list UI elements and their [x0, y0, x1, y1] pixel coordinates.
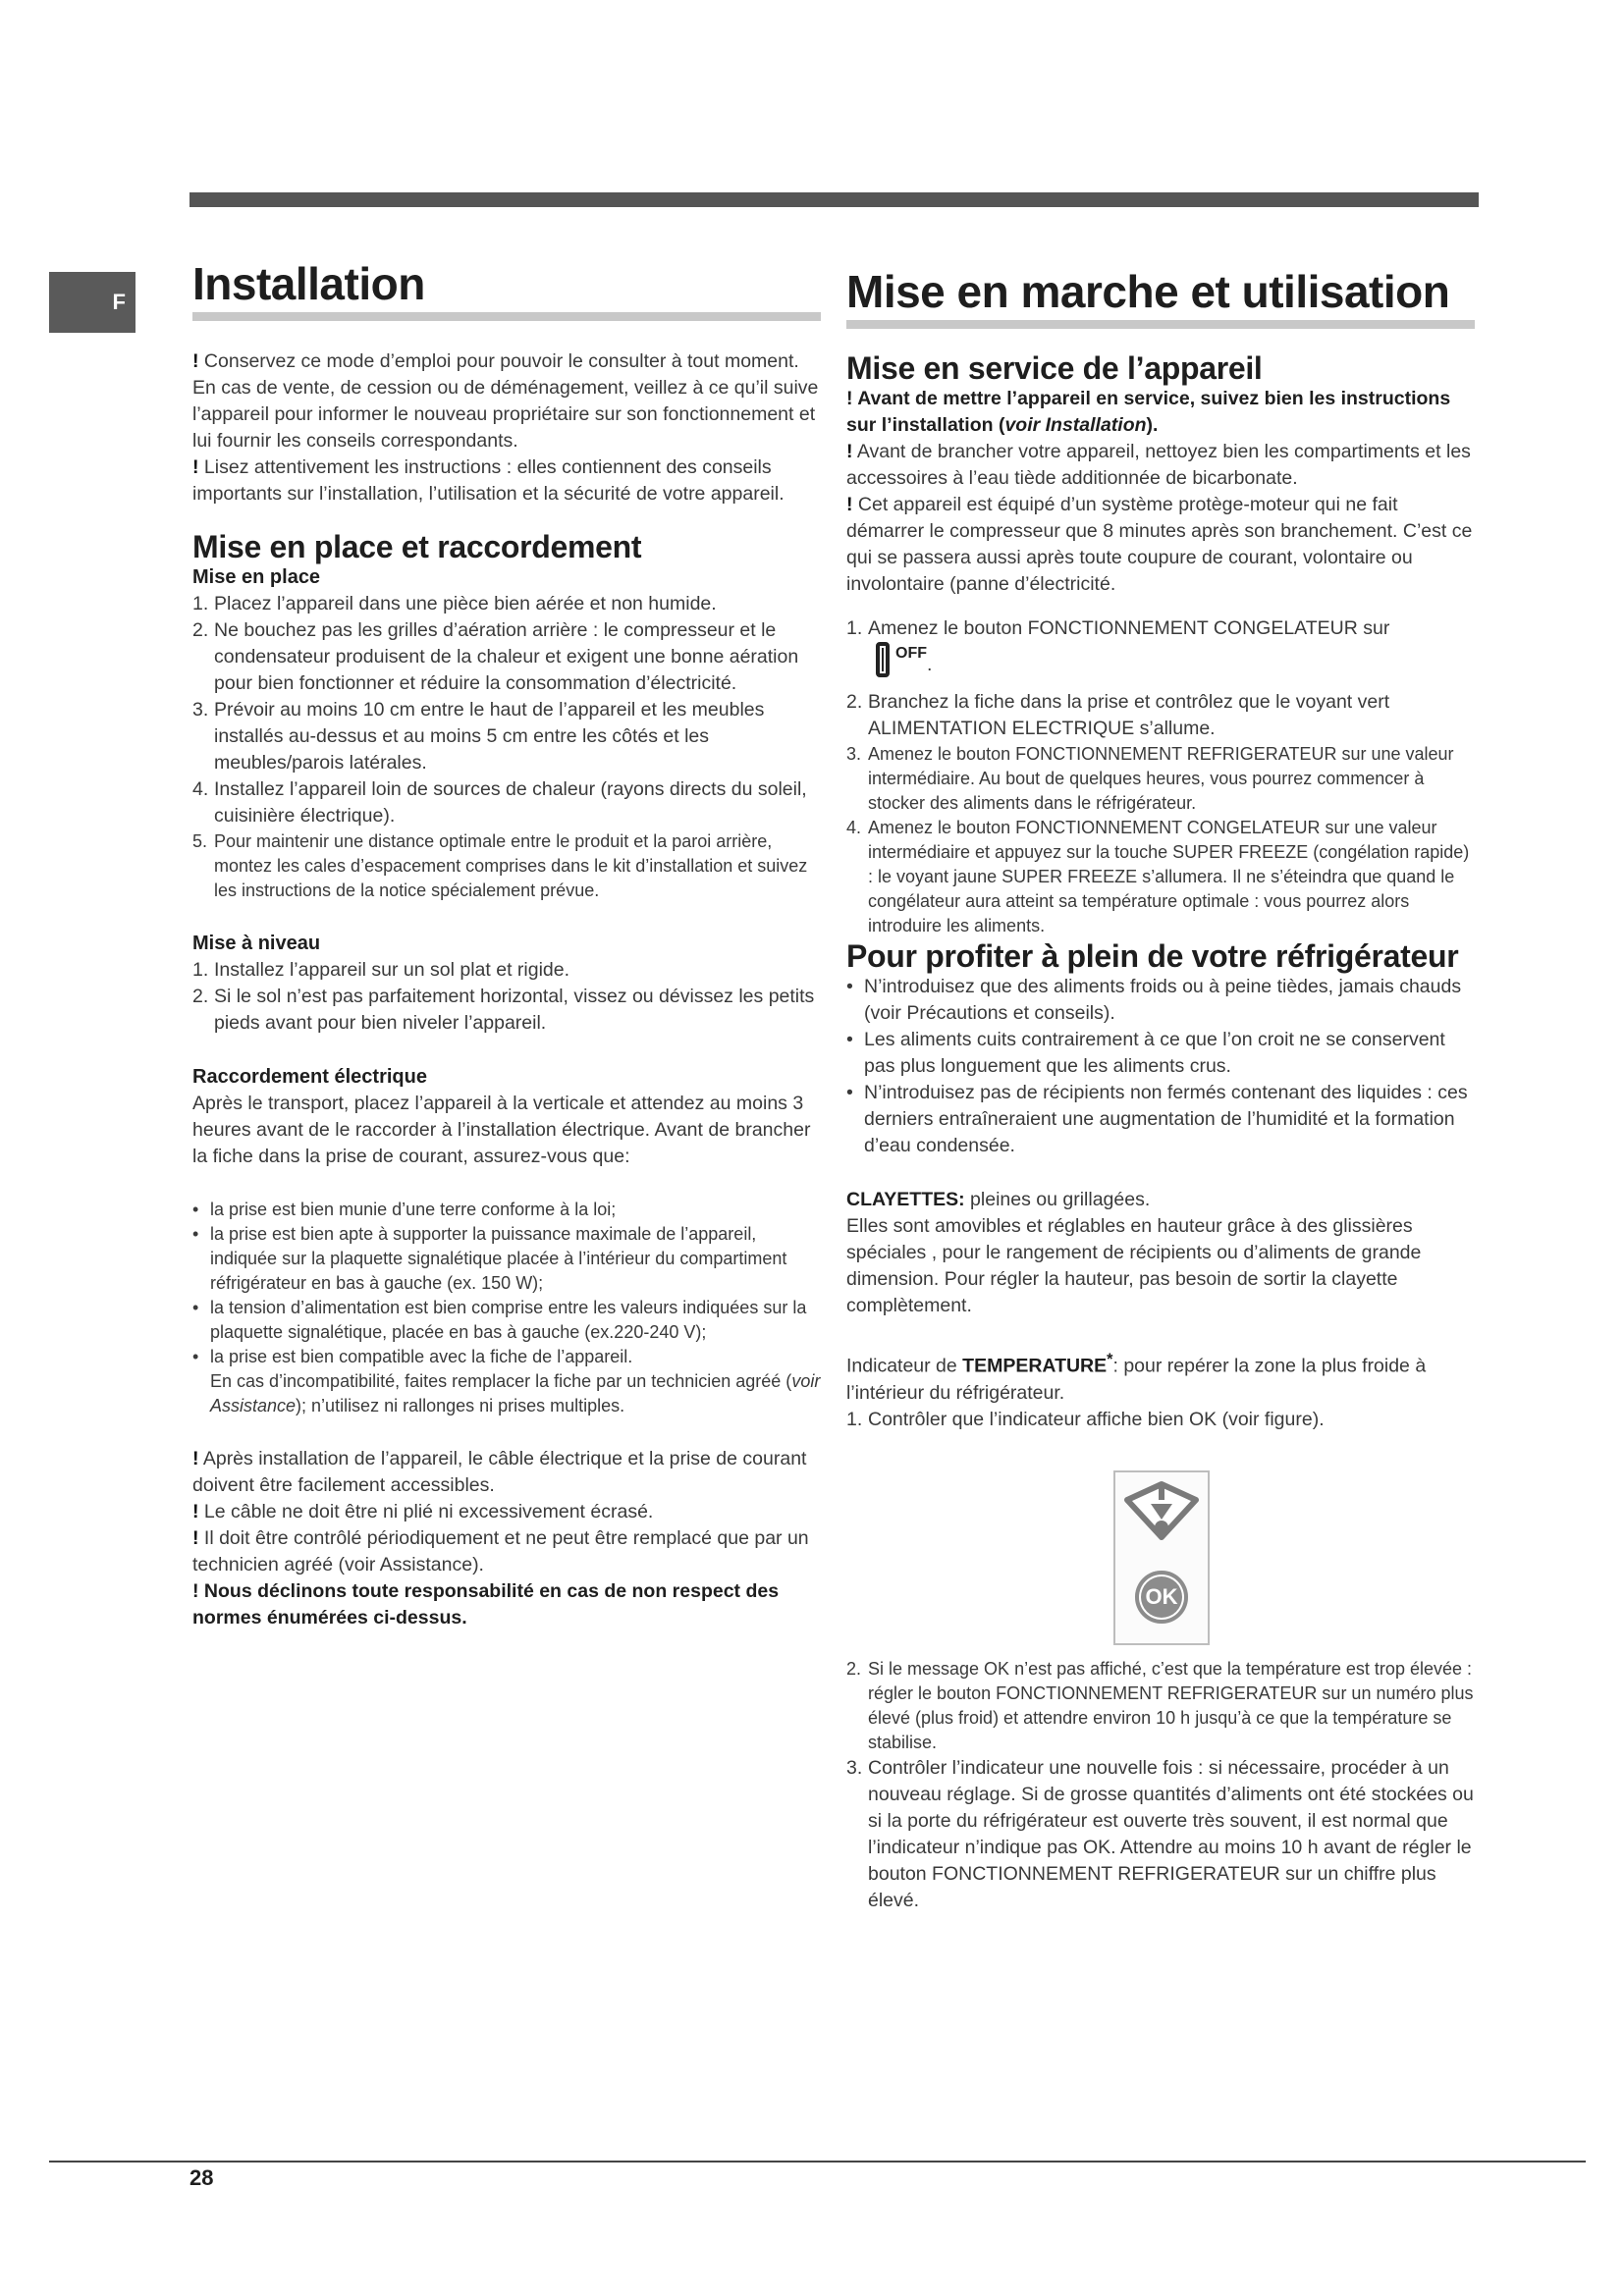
list-item: 4. Amenez le bouton FONCTIONNEMENT CONGELATEUR sur une valeur intermédiaire et appuyez sur la touche SUPER FREEZE (congélation rapide) : le voyant jaune SUPER FREEZE s’allumera. Il ne s’éteindra que quand le congélateur aura atteint sa température optimale : vous pourrez alors introduire les aliments. — [846, 818, 1470, 935]
raccordement-intro: Après le transport, placez l’appareil à la verticale et attendez au moins 3 heures avant de le raccorder à l’installation électrique. Avant de brancher la fiche dans la prise de courant, assurez-vous que: — [192, 1093, 811, 1167]
see-installation-ref: voir Installation — [1004, 414, 1147, 436]
raccordement-bullets — [192, 1198, 821, 1418]
thermometer-drop-icon — [1115, 1476, 1208, 1555]
closing-paragraph: ! Après installation de l’appareil, le câble électrique et la prise de courant doivent être facilement accessibles. — [192, 1448, 807, 1496]
temperature-indicator-text: Indicateur de TEMPERATURE*: pour repérer la zone la plus froide à l’intérieur du réfrigérateur. — [846, 1351, 1427, 1404]
list-item: • la prise est bien compatible avec la fiche de l’appareil. En cas d’incompatibilité, faites remplacer la fiche par un technicien agréé (voir Assistance); n’utilisez ni rallonges ni prises multiples. — [192, 1347, 821, 1415]
list-item: 1. Placez l’appareil dans une pièce bien aérée et non humide. — [192, 593, 717, 614]
installation-title: Installation — [192, 257, 821, 321]
closing-paragraph: ! Il doit être contrôlé périodiquement et ne peut être remplacé que par un technicien agréé (voir Assistance). — [192, 1527, 809, 1575]
top-divider-bar — [189, 192, 1479, 207]
language-tab — [49, 272, 135, 333]
list-item: 2. Si le message OK n’est pas affiché, c’est que la température est trop élevée : régler le bouton FONCTIONNEMENT REFRIGERATEUR sur un numéro plus élevé (plus froid) et attendre environ 10 h jusqu’à ce que la température se stabilise. — [846, 1658, 1474, 1752]
list-item: 5. Pour maintenir une distance optimale entre le produit et la paroi arrière, montez les cales d’espacement comprises dans le kit d’installation et suivez les instructions de la notice spécialement prévue. — [192, 831, 808, 900]
intro-text: Conservez ce mode d’emploi pour pouvoir le consulter à tout moment. En cas de vente, de cession ou de déménagement, veillez à ce qu’il suive l’appareil pour informer le nouveau propriétaire sur son fonctionnement et lui fournir les conseils correspondants. — [192, 350, 819, 452]
list-item: 1. Installez l’appareil sur un sol plat et rigide. — [192, 959, 570, 981]
list-item: • Les aliments cuits contrairement à ce que l’on croit ne se conservent pas plus longuement que les aliments crus. — [846, 1029, 1445, 1077]
list-item: 2. Ne bouchez pas les grilles d’aération arrière : le compresseur et le condensateur produisent de la chaleur et exigent une bonne aération pour bien fonctionner et réduire la consommation d’électricité. — [192, 619, 799, 694]
service-warning: ! Avant de mettre l’appareil en service, suivez bien les instructions sur l’installation (voir Installation). — [846, 388, 1451, 436]
service-paragraph: ! Avant de brancher votre appareil, nettoyez bien les compartiments et les accessoires à l’eau tiède additionnée de bicarbonate. — [846, 441, 1471, 489]
list-item: 1. Contrôler que l’indicateur affiche bien OK (voir figure). — [846, 1408, 1325, 1430]
temperature-steps — [846, 1657, 1475, 1914]
list-item: 4. Installez l’appareil loin de sources de chaleur (rayons directs du soleil, cuisinière électrique). — [192, 778, 807, 827]
mise-en-place-subtitle: Mise en place — [192, 566, 321, 588]
temperature-indicator-figure — [1113, 1470, 1210, 1645]
intro-paragraph — [192, 454, 821, 507]
ok-badge-icon: OK — [1135, 1571, 1188, 1624]
list-item: • N’introduisez pas de récipients non fermés contenant des liquides : ces derniers entraîneraient une augmentation de l’humidité et la formation d’eau condensée. — [846, 1082, 1468, 1156]
left-column — [192, 257, 821, 1631]
raccordement-subtitle: Raccordement électrique — [192, 1066, 427, 1088]
profit-section-title: Pour profiter à plein de votre réfrigérateur — [846, 938, 1459, 974]
warning-mark: ! — [192, 456, 199, 478]
list-item: • N’introduisez que des aliments froids ou à peine tièdes, jamais chauds (voir Précautions et conseils). — [846, 976, 1462, 1024]
list-item: • la tension d’alimentation est bien comprise entre les valeurs indiquées sur la plaquette signalétique, placée en bas à gauche (ex.220-240 V); — [192, 1298, 807, 1342]
list-item: 3. Contrôler l’indicateur une nouvelle fois : si nécessaire, procéder à un nouveau réglage. Si de grosse quantités d’aliments ont été stockées ou si la porte du réfrigérateur est ouverte très souvent, il est normal que l’indicateur n’indique pas OK. Attendre au moins 10 h avant de régler le bouton FONCTIONNEMENT REFRIGERATEUR sur un chiffre plus élevé. — [846, 1756, 1474, 1911]
list-item: 3. Prévoir au moins 10 cm entre le haut de l’appareil et les meubles installés au-dessus et au moins 5 cm entre les côtés et les meubles/parois latérales. — [192, 699, 765, 774]
startup-steps — [846, 689, 1475, 938]
closing-paragraph: ! Le câble ne doit être ni plié ni excessivement écrasé. — [192, 1501, 654, 1522]
intro-text: Lisez attentivement les instructions : elles contiennent des conseils importants sur l’installation, l’utilisation et la sécurité de votre appareil. — [192, 456, 785, 505]
disclaimer-bold: ! Nous déclinons toute responsabilité en cas de non respect des normes énumérées ci-dessus. — [192, 1580, 780, 1629]
off-position-symbol: OFF . — [846, 642, 1475, 689]
language-tab-label: F — [112, 290, 126, 314]
right-column — [846, 257, 1475, 1914]
service-section-title: Mise en service de l’appareil — [846, 350, 1263, 386]
list-item: • la prise est bien apte à supporter la puissance maximale de l’appareil, indiquée sur la plaquette signalétique placée à l’intérieur du compartiment réfrigérateur en bas à gauche (ex. 150 W); — [192, 1224, 787, 1293]
placement-section-title: Mise en place et raccordement — [192, 529, 642, 564]
mise-a-niveau-list — [192, 957, 821, 1037]
page-number: 28 — [189, 2165, 214, 2190]
list-item: • la prise est bien munie d’une terre conforme à la loi; — [192, 1200, 617, 1219]
footer-divider — [49, 2161, 1586, 2163]
clayettes-heading: CLAYETTES: pleines ou grillagées. — [846, 1189, 1151, 1210]
mise-a-niveau-subtitle: Mise à niveau — [192, 933, 321, 954]
see-assistance-ref: voir Assistance — [210, 1371, 821, 1415]
clayettes-paragraph: Elles sont amovibles et réglables en hauteur grâce à des glissières spéciales , pour le rangement de récipients ou d’aliments de grande dimension. Pour régler la hauteur, pas besoin de sortir la clayette complètement. — [846, 1215, 1422, 1316]
list-item: 1. Amenez le bouton FONCTIONNEMENT CONGELATEUR sur — [846, 617, 1390, 639]
mise-en-marche-title: Mise en marche et utilisation — [846, 257, 1475, 329]
off-label: OFF — [895, 645, 927, 662]
mise-en-place-list — [192, 591, 821, 903]
intro-paragraph — [192, 348, 821, 454]
list-item: 2. Si le sol n’est pas parfaitement horizontal, vissez ou dévissez les petits pieds avant pour bien niveler l’appareil. — [192, 986, 815, 1034]
knob-icon — [876, 642, 890, 677]
list-item: 2. Branchez la fiche dans la prise et contrôlez que le voyant vert ALIMENTATION ELECTRIQUE s’allume. — [846, 691, 1390, 739]
warning-mark: ! — [192, 350, 199, 372]
service-paragraph: ! Cet appareil est équipé d’un système protège-moteur qui ne fait démarrer le compresseur que 8 minutes après son branchement. C’est ce qui se passera aussi après toute coupure de courant, volontaire ou involontaire (panne d’électricité. — [846, 494, 1473, 595]
profit-bullets — [846, 974, 1475, 1159]
list-item: 3. Amenez le bouton FONCTIONNEMENT REFRIGERATEUR sur une valeur intermédiaire. Au bout de quelques heures, vous pourrez commencer à stocker des aliments dans le réfrigérateur. — [846, 744, 1454, 813]
